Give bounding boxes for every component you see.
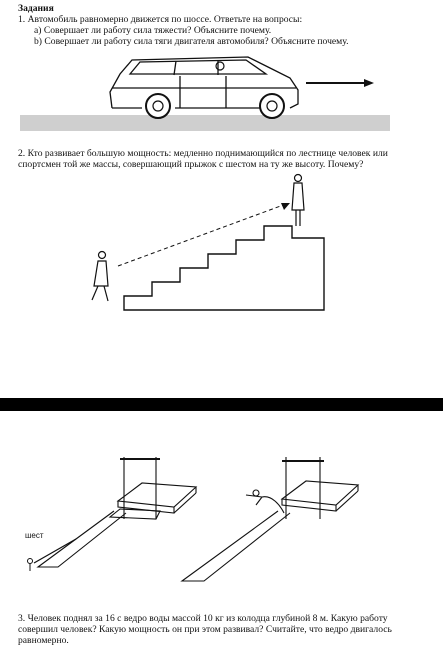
pole-vault-figure (0, 455, 443, 595)
stairs-figure (0, 168, 443, 318)
left-setup (38, 457, 196, 567)
runner (28, 559, 33, 572)
divider-band (0, 398, 443, 411)
pole (34, 539, 76, 563)
driver-head (216, 62, 224, 70)
pole-label: шест (25, 531, 44, 540)
dashed-path (118, 204, 286, 266)
task2-line-2: спортсмен той же массы, совершающий прыжок с шестом на ту же высоту. Почему? (18, 159, 364, 170)
task1-item-a: a) Совершает ли работу сила тяжести? Объясните почему. (34, 25, 272, 36)
page-title: Задания (18, 3, 54, 14)
task3-line-2: совершил человек? Какую мощность он при этом развивал? Считайте, что ведро двигалось (18, 624, 392, 635)
rear-wheel (146, 94, 170, 118)
task1-text: 1. Автомобиль равномерно движется по шоссе. Ответьте на вопросы: (18, 14, 303, 25)
staircase (124, 226, 324, 310)
road (20, 115, 390, 131)
front-wheel (260, 94, 284, 118)
task1-item-b: b) Совершает ли работу сила тяги двигателя автомобиля? Объясните почему. (34, 36, 349, 47)
vaulter (246, 490, 284, 513)
task2-line-1: 2. Кто развивает большую мощность: медленно поднимающийся по лестнице человек или (18, 148, 388, 159)
walking-person (92, 252, 108, 302)
standing-person (292, 175, 304, 227)
task3-line-1: 3. Человек поднял за 16 с ведро воды массой 10 кг из колодца глубиной 8 м. Какую работу (18, 613, 388, 624)
right-setup (182, 457, 358, 581)
task3-line-3: равномерно. (18, 635, 69, 646)
car-figure (0, 48, 443, 138)
